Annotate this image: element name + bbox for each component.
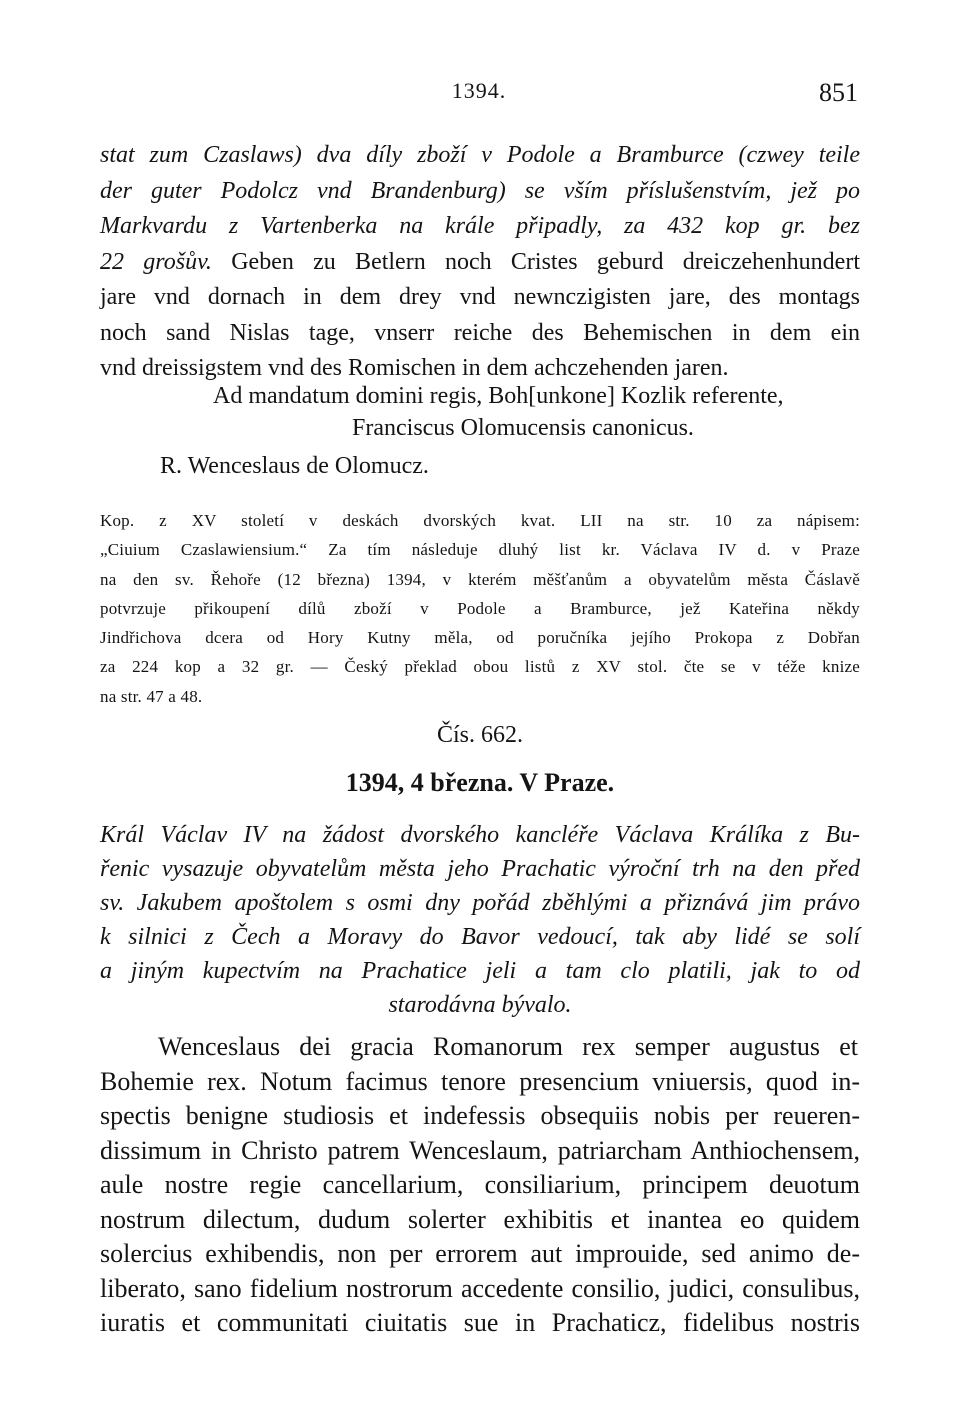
charter-line-italic: 22 grošův. bbox=[100, 248, 212, 275]
charter-text bbox=[100, 1030, 860, 1341]
document-date-place: 1394, 4 března. V Praze. bbox=[345, 768, 615, 797]
text-line: spectis benigne studiosis et indefessis obsequiis nobis per reueren- bbox=[100, 1101, 860, 1130]
charter-line: der guter Podolcz vnd Brandenburg) se vším příslušenstvím, jež po bbox=[100, 177, 860, 204]
note-line: potvrzuje přikoupení dílů zboží v Podole a Bramburce, jež Kateřina někdy bbox=[100, 598, 860, 618]
charter-line: noch sand Nislas tage, vnserr reiche des Behemischen in dem ein bbox=[100, 319, 860, 346]
text-line: solercius exhibendis, non per errorem aut improuide, sed animo de- bbox=[100, 1239, 860, 1268]
charter-line-mixed bbox=[100, 245, 860, 281]
charter-line-roman: Geben zu Betlern noch Cristes geburd dreiczehenhundert bbox=[231, 248, 860, 275]
regest-line: Král Václav IV na žádost dvorského kancléře Václava Králíka z Bu- bbox=[100, 822, 860, 848]
text-line: liberato, sano fidelium nostrorum accedente consilio, judici, consulibus, bbox=[100, 1273, 860, 1303]
regest-line: řenic vysazuje obyvatelům města jeho Prachatic výroční trh na den před bbox=[100, 856, 860, 882]
regest bbox=[100, 818, 860, 1022]
note-line: na den sv. Řehoře (12 března) 1394, v kterém měšťanům a obyvatelům města Čáslavě bbox=[100, 569, 860, 589]
note-line: „Ciuium Czaslawiensium.“ Za tím následuje dluhý list kr. Václava IV d. v Praze bbox=[100, 540, 860, 560]
source-note bbox=[100, 506, 860, 711]
text-line: dissimum in Christo patrem Wenceslaum, patriarcham Anthiochensem, bbox=[100, 1135, 860, 1165]
note-line: Jindřichova dcera od Hory Kutny měla, od poručníka jejího Prokopa z Dobřan bbox=[100, 628, 860, 648]
regest-line: a jiným kupectvím na Prachatice jeli a tam clo platili, jak to od bbox=[100, 958, 860, 984]
document-number: Čís. 662. bbox=[436, 722, 523, 748]
text-line: iuratis et communitati ciuitatis sue in Prachaticz, fidelibus nostris bbox=[100, 1308, 860, 1337]
note-line: Kop. z XV století v deskách dvorských kvat. LII na str. 10 za nápisem: bbox=[100, 511, 860, 530]
running-header bbox=[100, 78, 858, 112]
regest-line: k silnici z Čech a Moravy do Bavor vedoucí, tak aby lidé se solí bbox=[100, 924, 860, 950]
text-line: aule nostre regie cancellarium, consiliarium, principem deuotum bbox=[100, 1170, 860, 1199]
canon-line: Franciscus Olomucensis canonicus. bbox=[352, 415, 694, 441]
text-line: Wenceslaus dei gracia Romanorum rex semper augustus et bbox=[158, 1032, 858, 1061]
regest-line: sv. Jakubem apoštolem s osmi dny pořád zběhlými a přiznává jim právo bbox=[100, 890, 860, 916]
charter-line: Markvardu z Vartenberka na krále připadly, za 432 kop gr. bez bbox=[100, 213, 860, 239]
charter-line: jare vnd dornach in dem drey vnd newnczigisten jare, des montags bbox=[100, 284, 860, 310]
text-line: nostrum dilectum, dudum solerter exhibitis et inantea eo quidem bbox=[100, 1204, 860, 1234]
mandate-line: Ad mandatum domini regis, Boh[unkone] Kozlik referente, bbox=[213, 383, 784, 409]
note-line: na str. 47 a 48. bbox=[100, 686, 203, 706]
registrar-line: R. Wenceslaus de Olomucz. bbox=[160, 453, 429, 479]
note-line: za 224 kop a 32 gr. — Český překlad obou listů z XV stol. čte se v téže knize bbox=[100, 657, 860, 677]
regest-line: starodávna bývalo. bbox=[388, 992, 572, 1018]
page-number: 851 bbox=[819, 78, 858, 107]
charter-line: vnd dreissigstem vnd des Romischen in dem achczehenden jaren. bbox=[100, 355, 729, 381]
header-year: 1394. bbox=[451, 78, 507, 103]
text-line: Bohemie rex. Notum facimus tenore presencium vniuersis, quod in- bbox=[100, 1066, 860, 1096]
charter-line: stat zum Czaslaws) dva díly zboží v Podole a Bramburce (czwey teile bbox=[100, 142, 860, 168]
preceding-charter-ending bbox=[100, 138, 860, 387]
